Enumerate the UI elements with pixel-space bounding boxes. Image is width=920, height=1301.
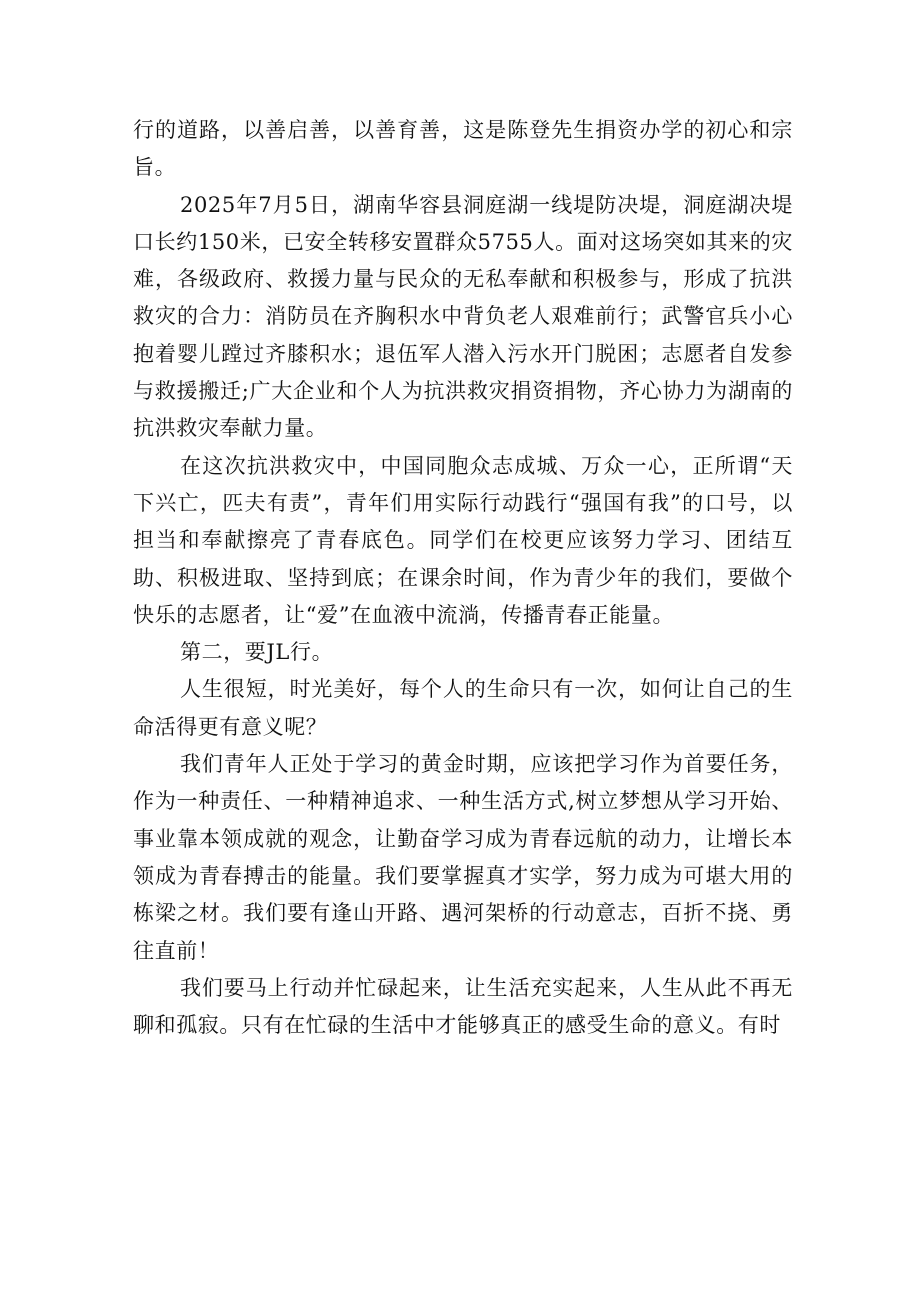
paragraph-flood-event: 2025年7月5日，湖南华容县洞庭湖一线堤防决堤，洞庭湖决堤口长约150米，已安全转移安置群众5755人。面对这场突如其来的灾难，各级政府、救援力量与民众的无私奉献和积极参与，形成了抗洪救灾的合力：消防员在齐胸积水中背负老人艰难前行；武警官兵小心抱着婴儿蹚过齐膝积水；退伍军人潜入污水开门脱困；志愿者自发参与救援搬迁;广大企业和个人为抗洪救灾捐资捐物，齐心协力为湖南的抗洪救灾奉献力量。 bbox=[133, 192, 793, 441]
paragraph-action: 我们要马上行动并忙碌起来，让生活充实起来，人生从此不再无聊和孤寂。只有在忙碌的生活中才能够真正的感受生命的意义。有时 bbox=[133, 975, 793, 1038]
paragraph-section-heading: 第二，要JL行。 bbox=[180, 640, 334, 665]
paragraph-youth-responsibility: 在这次抗洪救灾中，中国同胞众志成城、万众一心，正所谓“天下兴亡，匹夫有责”，青年们用实际行动践行“强国有我”的口号，以担当和奉献擦亮了青春底色。同学们在校更应该努力学习、团结互助、积极进取、坚持到底；在课余时间，作为青少年的我们，要做个快乐的志愿者，让“爱”在血液中流淌，传播青春正能量。 bbox=[133, 453, 793, 627]
paragraph-life-meaning: 人生很短，时光美好，每个人的生命只有一次，如何让自己的生命活得更有意义呢？ bbox=[133, 677, 793, 739]
paragraph-study: 我们青年人正处于学习的黄金时期，应该把学习作为首要任务，作为一种责任、一种精神追求、一种生活方式,树立梦想从学习开始、事业靠本领成就的观念，让勤奋学习成为青春远航的动力，让增长本领成为青春搏击的能量。我们要掌握真才实学，努力成为可堪大用的栋梁之材。我们要有逢山开路、遇河架桥的行动意志，百折不挠、勇往直前！ bbox=[133, 752, 793, 963]
paragraph-continuation: 行的道路，以善启善，以善育善，这是陈登先生捐资办学的初心和宗旨。 bbox=[133, 118, 793, 180]
document-body bbox=[133, 112, 793, 1044]
